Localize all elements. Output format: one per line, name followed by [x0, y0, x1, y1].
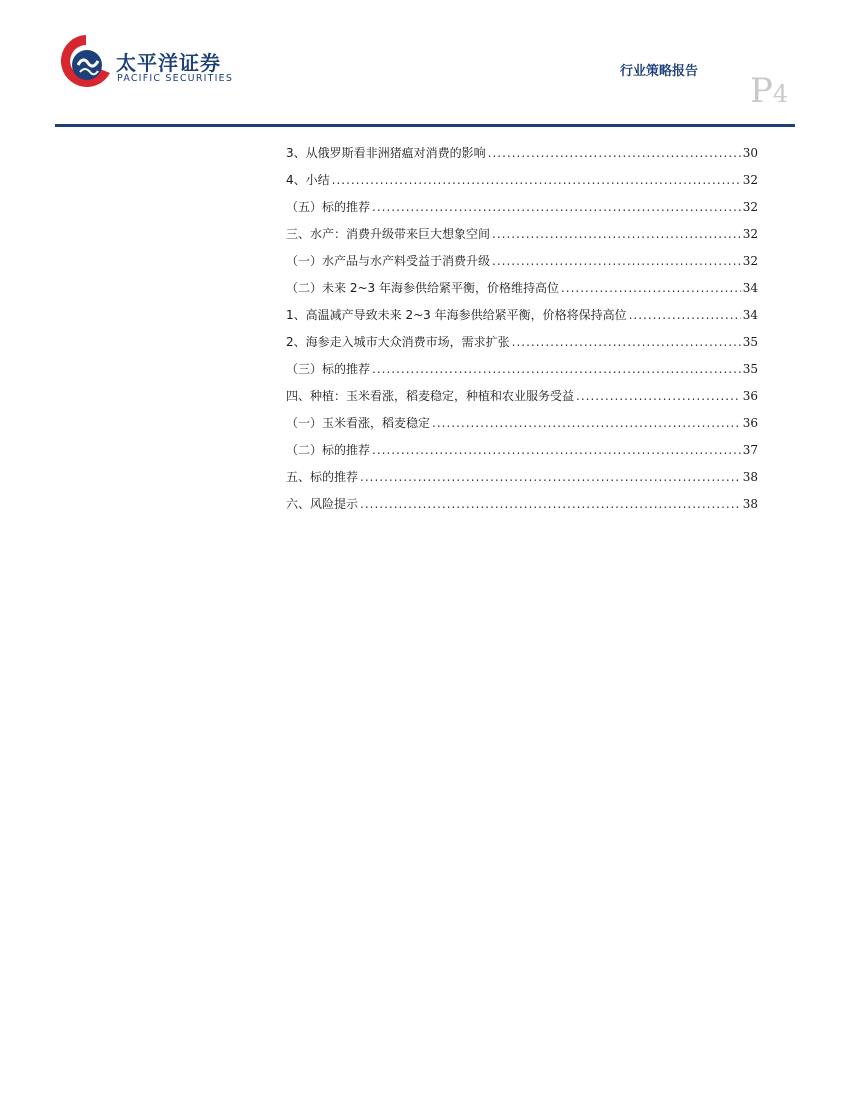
toc-entry-page: 32 [742, 200, 758, 214]
toc-entry-title: 1、高温减产导致未来 2~3 年海参供给紧平衡，价格将保持高位 [286, 308, 627, 322]
page-header [0, 0, 850, 130]
pacific-securities-logo-icon [60, 33, 112, 91]
toc-leader-dots [629, 302, 741, 329]
toc-entry-page: 32 [742, 227, 758, 241]
toc-entry-page: 34 [742, 281, 758, 295]
toc-entry[interactable] [286, 221, 758, 248]
toc-entry[interactable] [286, 356, 758, 383]
report-type-label: 行业策略报告 [620, 64, 699, 79]
toc-leader-dots [576, 383, 741, 410]
toc-entry-title: 3、从俄罗斯看非洲猪瘟对消费的影响 [286, 146, 486, 160]
toc-entry-title: （五）标的推荐 [286, 200, 371, 214]
toc-entry-page: 34 [742, 308, 758, 322]
toc-leader-dots [372, 194, 741, 221]
toc-entry-title: （一）玉米看涨，稻麦稳定 [286, 416, 431, 430]
logo-name-cn: 太平洋证券 [116, 51, 221, 75]
toc-entry[interactable] [286, 194, 758, 221]
toc-entry[interactable] [286, 329, 758, 356]
toc-entry[interactable] [286, 248, 758, 275]
toc-leader-dots [332, 167, 741, 194]
header-divider [55, 124, 795, 127]
toc-entry-title: （一）水产品与水产料受益于消费升级 [286, 254, 491, 268]
toc-entry[interactable] [286, 437, 758, 464]
toc-entry-page: 37 [742, 443, 758, 457]
toc-entry-title: 六、风险提示 [286, 497, 359, 511]
toc-leader-dots [561, 275, 741, 302]
toc-leader-dots [432, 410, 741, 437]
toc-entry[interactable] [286, 491, 758, 518]
toc-entry[interactable] [286, 383, 758, 410]
toc-entry-title: 2、海参走入城市大众消费市场，需求扩张 [286, 335, 510, 349]
toc-entry[interactable] [286, 275, 758, 302]
toc-entry-page: 35 [742, 335, 758, 349]
page-mark-number: 4 [772, 80, 789, 108]
toc-leader-dots [360, 491, 741, 518]
toc-leader-dots [372, 437, 741, 464]
table-of-contents [286, 140, 758, 518]
page-mark-letter: P [750, 71, 773, 111]
toc-entry-title: 四、种植：玉米看涨，稻麦稳定，种植和农业服务受益 [286, 389, 575, 403]
toc-entry[interactable] [286, 410, 758, 437]
toc-entry-title: 三、水产：消费升级带来巨大想象空间 [286, 227, 491, 241]
toc-leader-dots [372, 356, 741, 383]
toc-entry-title: （二）未来 2~3 年海参供给紧平衡，价格维持高位 [286, 281, 559, 295]
toc-entry-title: 五、标的推荐 [286, 470, 359, 484]
toc-entry-page: 35 [742, 362, 758, 376]
toc-entry-page: 36 [742, 416, 758, 430]
toc-entry[interactable] [286, 464, 758, 491]
toc-entry-page: 32 [742, 254, 758, 268]
page-number-mark [750, 71, 789, 111]
toc-entry-title: 4、小结 [286, 173, 330, 187]
toc-entry-title: （三）标的推荐 [286, 362, 371, 376]
toc-entry-title: （二）标的推荐 [286, 443, 371, 457]
toc-entry-page: 30 [742, 146, 758, 160]
toc-leader-dots [360, 464, 741, 491]
toc-entry-page: 32 [742, 173, 758, 187]
company-logo [60, 33, 260, 93]
logo-name-en: PACIFIC SECURITIES [117, 73, 234, 84]
toc-entry[interactable] [286, 167, 758, 194]
toc-entry[interactable] [286, 302, 758, 329]
toc-entry-page: 38 [742, 497, 758, 511]
toc-leader-dots [512, 329, 741, 356]
toc-entry-page: 36 [742, 389, 758, 403]
toc-leader-dots [488, 140, 741, 167]
toc-entry[interactable] [286, 140, 758, 167]
toc-entry-page: 38 [742, 470, 758, 484]
toc-leader-dots [492, 248, 741, 275]
toc-leader-dots [492, 221, 741, 248]
